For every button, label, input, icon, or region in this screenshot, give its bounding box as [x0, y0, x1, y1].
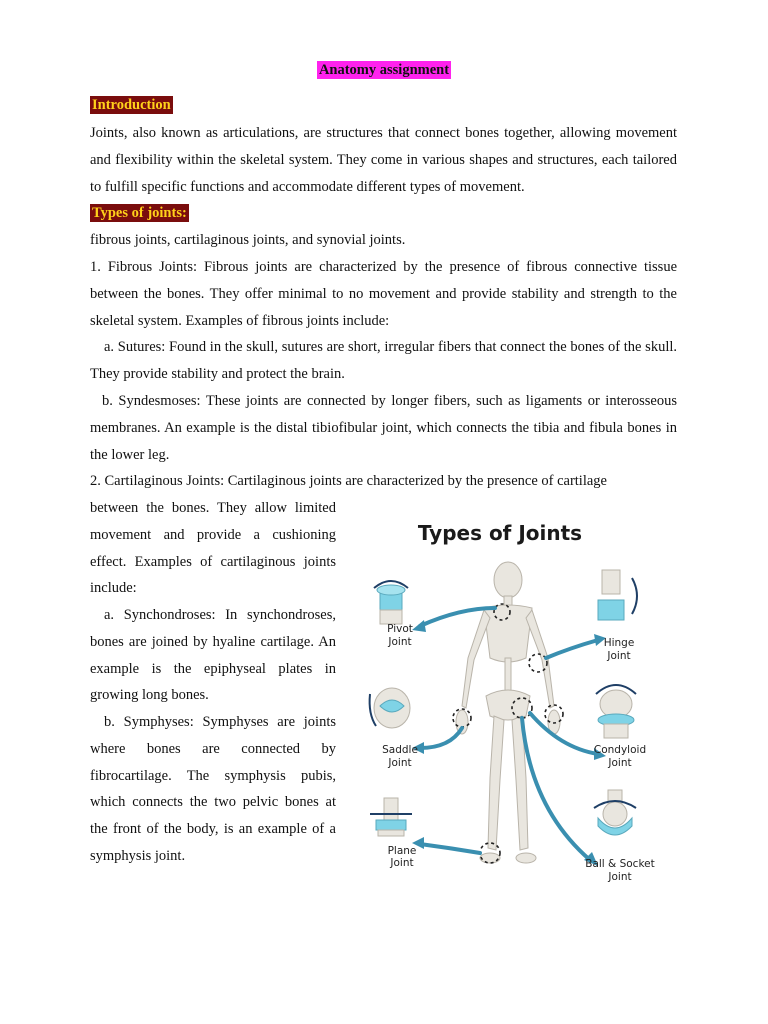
pivot-label-1: Pivot [387, 623, 413, 635]
ball-socket-label-2: Joint [608, 871, 632, 883]
condyloid-label-1: Condyloid [593, 744, 647, 756]
types-heading [90, 205, 189, 222]
condyloid-label-2: Joint [608, 757, 632, 769]
pivot-label-2: Joint [388, 636, 412, 648]
document-title [0, 62, 768, 79]
plane-label-2: Joint [390, 857, 414, 869]
saddle-label-1: Saddle [382, 744, 418, 756]
cartilaginous-intro: 2. Cartilaginous Joints: Cartilaginous joints are characterized by the presence of cartilage [90, 473, 607, 489]
saddle-label-2: Joint [388, 757, 412, 769]
introduction-heading [90, 97, 173, 114]
synchondroses-paragraph: a. Synchondroses: In synchondroses, bones are joined by hyaline cartilage. An example is the epiphyseal plates in growing long bones. [90, 607, 336, 704]
hinge-label-1: Hinge [603, 637, 635, 649]
condyloid-joint-icon [596, 685, 636, 738]
introduction-paragraph: Joints, also known as articulations, are structures that connect bones together, allowing movement and flexibility within the skeletal system. They come in various shapes and structures, each tailored to fulfill specific functions and accommodate different types of movement. [90, 125, 677, 195]
cartilaginous-paragraph: between the bones. They allow limited movement and provide a cushioning effect. Examples of cartilaginous joints include: [90, 500, 336, 597]
hinge-joint-icon [598, 570, 637, 620]
introduction-heading-text: Introduction [92, 97, 171, 113]
sutures-paragraph: a. Sutures: Found in the skull, sutures are short, irregular fibers that connect the bones of the skull. They provide stability and protect the brain. [90, 339, 677, 382]
ball-socket-label-1: Ball & Socket [585, 858, 655, 870]
symphyses-paragraph: b. Symphyses: Symphyses are joints where bones are connected by fibrocartilage. The symphysis pubis, which connects the two pelvic bones at the front of the body, is an example of a symphysis joint. [90, 714, 336, 864]
document-title-text: Anatomy assignment [318, 62, 450, 78]
types-heading-text: Types of joints: [92, 205, 187, 221]
plane-joint-icon [370, 798, 412, 836]
syndesmoses-paragraph: b. Syndesmoses: These joints are connected by longer fibers, such as ligaments or interosseous membranes. An example is the distal tibiofibular joint, which connects the tibia and fibula bones in the lower leg. [90, 393, 677, 463]
hinge-label-2: Joint [607, 650, 631, 662]
fibrous-paragraph: 1. Fibrous Joints: Fibrous joints are characterized by the presence of fibrous connective tissue between the bones. They offer minimal to no movement and provide stability and strength to the skeletal system. Examples of fibrous joints include: [90, 259, 677, 329]
plane-label-1: Plane [387, 845, 417, 857]
ball-socket-joint-icon [594, 790, 636, 835]
types-of-joints-figure [350, 508, 680, 888]
pivot-joint-icon [374, 581, 408, 624]
saddle-joint-icon [370, 688, 410, 728]
types-list: fibrous joints, cartilaginous joints, and synovial joints. [90, 232, 406, 248]
figure-title: Types of Joints [417, 521, 583, 545]
